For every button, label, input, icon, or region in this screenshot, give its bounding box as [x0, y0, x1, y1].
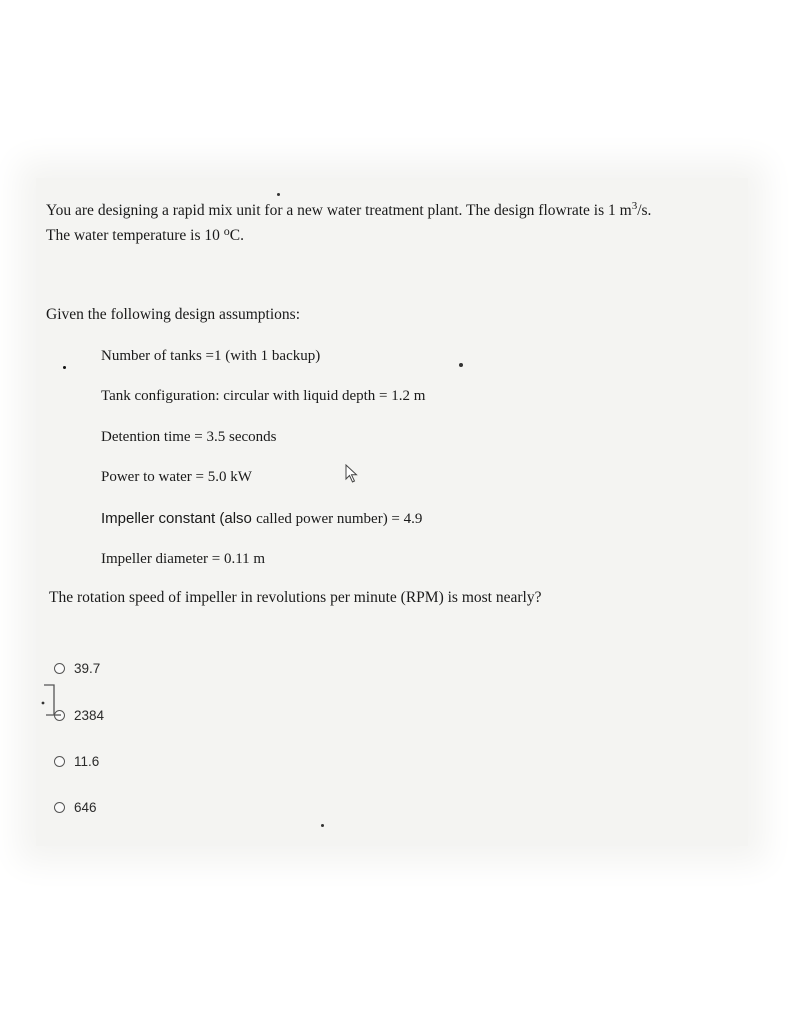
option-label: 11.6 — [74, 753, 100, 769]
radio-button[interactable] — [54, 663, 65, 674]
assumption-impeller-diameter: Impeller diameter = 0.11 m — [101, 551, 266, 567]
radio-button[interactable] — [54, 802, 65, 813]
impeller-constant-value: called power number) = 4.9 — [256, 511, 423, 527]
option-39-7[interactable] — [54, 658, 100, 678]
speck — [459, 363, 463, 367]
option-11-6[interactable] — [54, 751, 99, 771]
text-cursor-icon — [40, 683, 64, 721]
degree-symbol: o — [223, 224, 230, 238]
assumption-detention-time: Detention time = 3.5 seconds — [101, 429, 277, 445]
speck — [321, 824, 324, 827]
problem-line-1-tail: /s. — [637, 202, 652, 219]
problem-line-1-text: You are designing a rapid mix unit for a new water treatment plant. The design flowrate is 1 m — [46, 202, 632, 219]
option-label: 646 — [74, 799, 97, 815]
problem-line-2-text: The water temperature is 10 — [46, 227, 224, 244]
problem-statement — [46, 199, 736, 248]
bullet-dot — [63, 366, 66, 369]
option-label: 39.7 — [74, 660, 101, 676]
assumption-tank-configuration: Tank configuration: circular with liquid depth = 1.2 m — [101, 388, 426, 404]
problem-line-1 — [46, 199, 736, 224]
assumption-impeller-constant — [101, 510, 422, 528]
question-text: The rotation speed of impeller in revolutions per minute (RPM) is most nearly? — [49, 589, 542, 606]
superscript-3: 3 — [631, 200, 638, 212]
mouse-pointer-icon — [344, 464, 360, 484]
option-label: 2384 — [74, 707, 105, 723]
impeller-constant-label: Impeller constant (also — [101, 510, 257, 527]
assumptions-title: Given the following design assumptions: — [46, 306, 301, 323]
speck — [277, 193, 280, 196]
assumption-power-to-water: Power to water = 5.0 kW — [101, 469, 252, 485]
radio-button[interactable] — [54, 756, 65, 767]
assumption-number-of-tanks: Number of tanks =1 (with 1 backup) — [101, 348, 321, 364]
option-646[interactable] — [54, 797, 97, 817]
problem-line-2-tail: C. — [229, 227, 244, 244]
problem-line-2 — [46, 224, 736, 248]
